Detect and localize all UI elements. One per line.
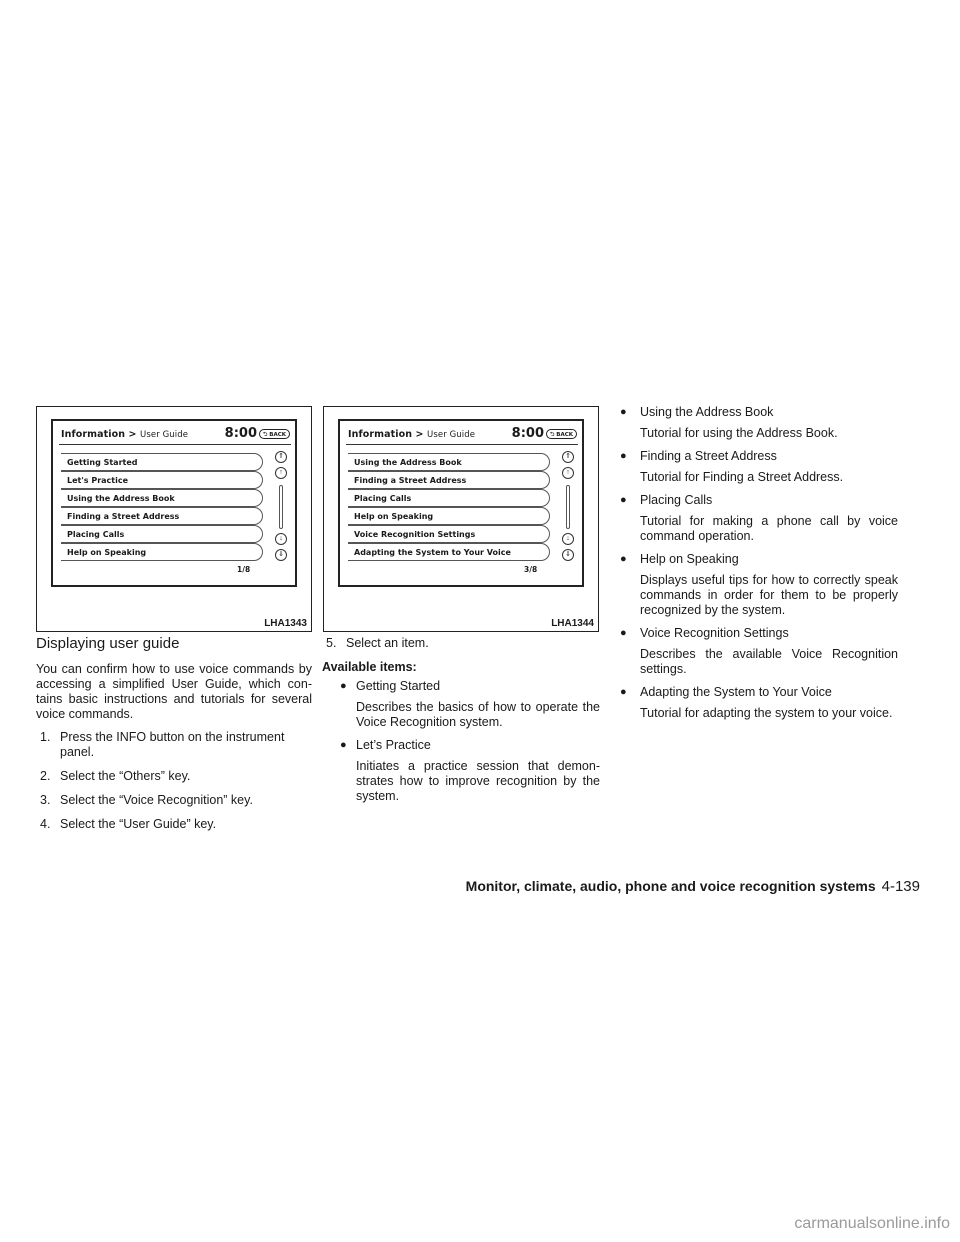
page-footer [466,878,920,896]
column-right [618,405,898,729]
figure-code: LHA1344 [551,618,594,629]
list-item: ● Let’s Practice Initiates a practice session that demon- strates how to improve recognition by the system. [340,738,600,803]
watermark: carmanualsonline.info [794,1215,950,1232]
back-button[interactable]: ⮌ BACK [546,429,577,439]
figure-user-guide-page-3 [323,406,599,632]
clock: 8:00 [224,426,257,441]
bullet-icon: ● [620,553,627,565]
breadcrumb: Information > User Guide [61,429,189,440]
menu-item[interactable]: Using the Address Book [61,489,263,507]
page-up-icon[interactable]: ⇑ [275,451,287,463]
step-item: 3. Select the “Voice Recognition” key. [40,793,253,807]
screen-display [338,419,584,587]
chapter-title: Monitor, climate, audio, phone and voice recognition systems [465,878,876,894]
menu-item[interactable]: Help on Speaking [348,507,550,525]
intro-paragraph: You can confirm how to use voice commands by accessing a simplified User Guide, which con- tains basic instructions and tutorials for several voice commands. [36,662,312,721]
available-items-list-continued [618,405,898,721]
page-indicator: 1/8 [237,565,251,574]
figure-user-guide-page-1 [36,406,312,632]
step-item: 1. Press the INFO button on the instrument panel. [40,730,285,759]
list-item: ● Using the Address Book Tutorial for using the Address Book. [620,405,838,440]
menu-item[interactable]: Using the Address Book [348,453,550,471]
scrollbar[interactable] [279,485,283,529]
bullet-icon: ● [340,739,347,751]
step-item: 5. Select an item. [326,636,429,650]
clock: 8:00 [511,426,544,441]
available-items-heading: Available items: [322,660,417,674]
screen-display [51,419,297,587]
back-button[interactable]: ⮌ BACK [259,429,290,439]
bullet-icon: ● [620,406,627,418]
section-title: Displaying user guide [36,635,180,652]
menu-item[interactable]: Placing Calls [61,525,263,543]
figure-code: LHA1343 [264,618,307,629]
step-item: 2. Select the “Others” key. [40,769,191,783]
menu-item[interactable]: Finding a Street Address [348,471,550,489]
bullet-icon: ● [620,686,627,698]
column-left [36,636,312,841]
menu-item[interactable]: Finding a Street Address [61,507,263,525]
scroll-up-icon[interactable]: ↑ [275,467,287,479]
scroll-controls [273,451,289,563]
menu-item[interactable]: Getting Started [61,453,263,471]
scroll-controls [560,451,576,563]
menu-item[interactable]: Voice Recognition Settings [348,525,550,543]
list-item: ● Placing Calls Tutorial for making a phone call by voice command operation. [620,493,898,543]
step-item: 4. Select the “User Guide” key. [40,817,217,831]
scroll-down-icon[interactable]: ↓ [562,533,574,545]
screen-header [59,426,291,445]
screen-header [346,426,578,445]
bullet-icon: ● [620,450,627,462]
list-item: ● Finding a Street Address Tutorial for Finding a Street Address. [620,449,844,484]
page-down-icon[interactable]: ⇓ [562,549,574,561]
menu-list [348,453,550,561]
scroll-down-icon[interactable]: ↓ [275,533,287,545]
steps-list [36,730,312,832]
list-item: ● Help on Speaking Displays useful tips for how to correctly speak commands in order for them to be properly recognized by the system. [620,552,898,617]
menu-item[interactable]: Help on Speaking [61,543,263,561]
page-number: 4-139 [881,878,920,895]
menu-item[interactable]: Let's Practice [61,471,263,489]
menu-list [61,453,263,561]
bullet-icon: ● [620,627,627,639]
scroll-up-icon[interactable]: ↑ [562,467,574,479]
page-indicator: 3/8 [524,565,538,574]
list-item: ● Voice Recognition Settings Describes the available Voice Recognition settings. [620,626,898,676]
menu-item[interactable]: Adapting the System to Your Voice [348,543,550,561]
steps-list-continued [322,636,600,651]
list-item: ● Getting Started Describes the basics of how to operate the Voice Recognition system. [340,679,600,729]
breadcrumb: Information > User Guide [348,429,476,440]
bullet-icon: ● [340,680,347,692]
list-item: ● Adapting the System to Your Voice Tutorial for adapting the system to your voice. [620,685,893,720]
bullet-icon: ● [620,494,627,506]
available-items-list [322,679,600,804]
scrollbar[interactable] [566,485,570,529]
page-up-icon[interactable]: ⇑ [562,451,574,463]
page-down-icon[interactable]: ⇓ [275,549,287,561]
menu-item[interactable]: Placing Calls [348,489,550,507]
column-middle [322,636,600,812]
